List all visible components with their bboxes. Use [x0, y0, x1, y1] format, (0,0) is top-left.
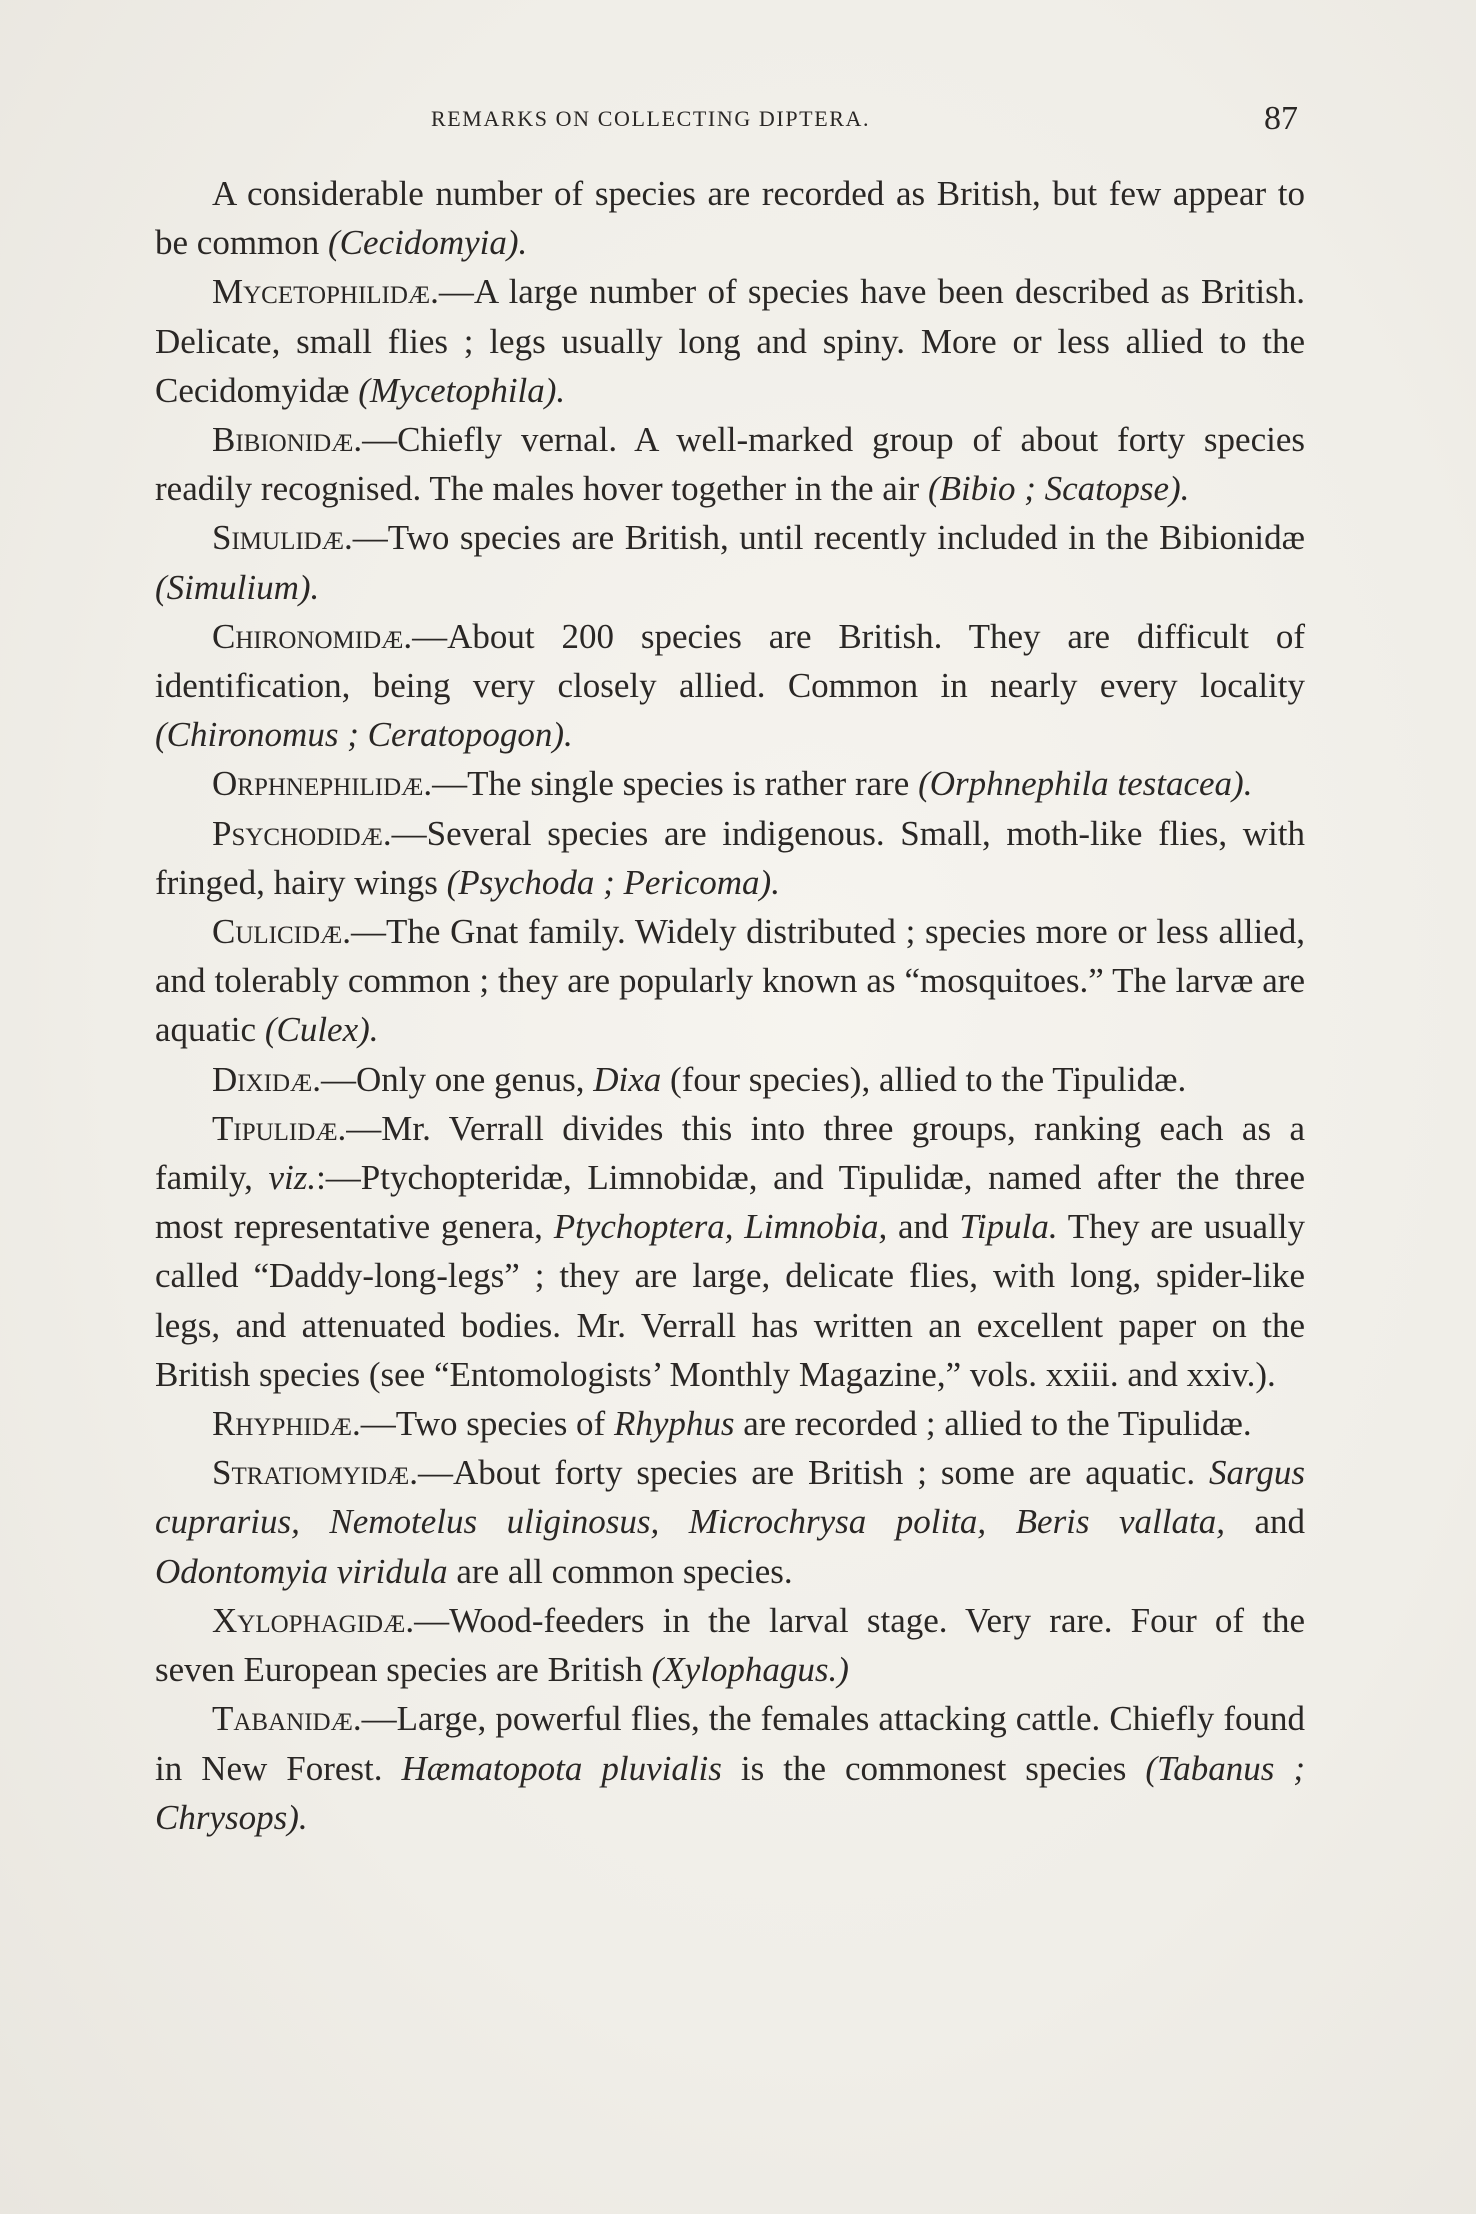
genera-reference: (Bibio ; Scatopse). — [927, 469, 1190, 509]
genus-name: Tipula. — [959, 1207, 1058, 1247]
paragraph-tabanidae — [155, 1694, 1305, 1842]
paragraph-text: —About forty species are British ; some are aquatic. — [418, 1453, 1196, 1493]
paragraph-simulidae — [155, 513, 1305, 611]
family-name: Xylophagidæ. — [212, 1600, 415, 1640]
paragraph-culicidae — [155, 907, 1305, 1055]
family-name: Rhyphidæ. — [212, 1404, 361, 1444]
paragraph-text: :—Ptychopteridæ, Limnobidæ, and Tipulidæ, named after the three most representative genera, — [155, 1158, 1305, 1247]
family-name: Orphnephilidæ. — [212, 764, 433, 804]
family-name: Chironomidæ. — [212, 616, 413, 656]
paragraph-text: —About 200 species are British. They are difficult of identification, being very closely allied. Common in nearly every locality — [155, 616, 1305, 706]
paragraph-text: —Large, powerful flies, the females attacking cattle. Chiefly found in New Forest. — [155, 1699, 1305, 1788]
paragraph-text: —Several species are indigenous. Small, moth-like flies, with fringed, hairy wings — [155, 813, 1305, 902]
genus-name: Dixa — [593, 1059, 662, 1099]
paragraph-text: —Only one genus, — [321, 1059, 585, 1099]
genera-reference: (Cecidomyia). — [328, 223, 528, 263]
paragraph-stratiomyidae — [155, 1448, 1305, 1596]
viz-abbreviation: viz. — [268, 1158, 317, 1198]
family-name: Dixidæ. — [212, 1059, 322, 1099]
family-name: Culicidæ. — [212, 912, 352, 952]
genus-names: Ptychoptera, Limnobia, — [553, 1207, 888, 1247]
family-name: Tipulidæ. — [212, 1108, 347, 1148]
paragraph-text: are all common species. — [456, 1551, 793, 1591]
paragraph-text: A considerable number of species are recorded as British, but few appear to be common — [155, 174, 1305, 263]
genera-reference: (Mycetophila). — [358, 370, 566, 410]
paragraph-text: —Chiefly vernal. A well-marked group of about forty species readily recognised. The males hover together in the air — [155, 420, 1305, 509]
species-names: Sargus cuprarius, Nemotelus uliginosus, Microchrysa polita, Beris vallata, — [155, 1453, 1305, 1542]
genera-reference: (Tabanus ; Chrysops). — [155, 1748, 1306, 1837]
genera-reference: (Orphnephila testacea). — [918, 764, 1253, 804]
species-name: Odontomyia viridula — [155, 1551, 448, 1591]
paragraph-xylophagidae — [155, 1596, 1305, 1694]
paragraph-text: —The single species is rather rare — [432, 764, 910, 804]
running-head — [155, 102, 1320, 142]
family-name: Tabanidæ. — [212, 1699, 362, 1739]
family-name: Bibionidæ. — [212, 420, 363, 460]
paragraph-cecidomyidae — [155, 169, 1305, 267]
genera-reference: (Culex). — [264, 1010, 379, 1050]
paragraph-text: —Mr. Verrall divides this into three groups, ranking each as a family, — [155, 1108, 1305, 1198]
paragraph-text: —A large number of species have been described as British. Delicate, small flies ; legs usually long and spiny. More or less allied to the Cecidomyidæ — [155, 272, 1305, 410]
species-name: Hæmatopota pluvialis — [401, 1748, 722, 1788]
genera-reference: (Xylophagus.) — [651, 1650, 849, 1690]
genera-reference: (Simulium). — [155, 567, 320, 607]
family-name: Simulidæ. — [212, 518, 353, 558]
paragraph-bibionidae — [155, 415, 1305, 513]
paragraph-text: are recorded ; allied to the Tipulidæ. — [743, 1404, 1252, 1444]
conjunction: and — [898, 1207, 949, 1247]
paragraph-text: (four species), allied to the Tipulidæ. — [670, 1059, 1187, 1099]
family-name: Stratiomyidæ. — [212, 1453, 418, 1493]
paragraph-text: —The Gnat family. Widely distributed ; species more or less allied, and tolerably common ; they are popularly known as “mosquitoes.” The larvæ are aquatic — [155, 912, 1305, 1050]
conjunction: and — [1254, 1502, 1305, 1542]
paragraph-text: —Two species are British, until recently included in the Bibionidæ — [352, 518, 1305, 558]
paragraph-mycetophilidae — [155, 267, 1305, 415]
paragraph-dixidae — [155, 1055, 1305, 1104]
genera-reference: (Psychoda ; Pericoma). — [446, 862, 780, 902]
paragraph-rhyphidae — [155, 1399, 1305, 1448]
page-number: 87 — [1264, 100, 1298, 137]
paragraph-text: —Wood-feeders in the larval stage. Very rare. Four of the seven European species are British — [155, 1600, 1305, 1690]
paragraph-chironomidae — [155, 612, 1305, 760]
paragraph-text: is the commonest species — [740, 1748, 1127, 1788]
paragraph-tipulidae — [155, 1104, 1305, 1399]
paragraph-text: —Two species of — [360, 1404, 606, 1444]
family-name: Psychodidæ. — [212, 813, 392, 853]
body-text — [155, 169, 1305, 1842]
genera-reference: (Chironomus ; Ceratopogon). — [155, 715, 573, 755]
genus-name: Rhyphus — [613, 1404, 735, 1444]
running-head-title: REMARKS ON COLLECTING DIPTERA. — [431, 106, 871, 131]
family-name: Mycetophilidæ. — [212, 272, 439, 312]
paragraph-text: They are usually called “Daddy-long-legs” ; they are large, delicate flies, with long, spider-like legs, and attenuated bodies. Mr. Verrall has written an excellent paper on the British species (see “Entomologists’ Monthly Magazine,” vols. xxiii. and xxiv.). — [155, 1207, 1306, 1394]
paragraph-orphnephilidae — [155, 759, 1305, 808]
paragraph-psychodidae — [155, 809, 1305, 907]
